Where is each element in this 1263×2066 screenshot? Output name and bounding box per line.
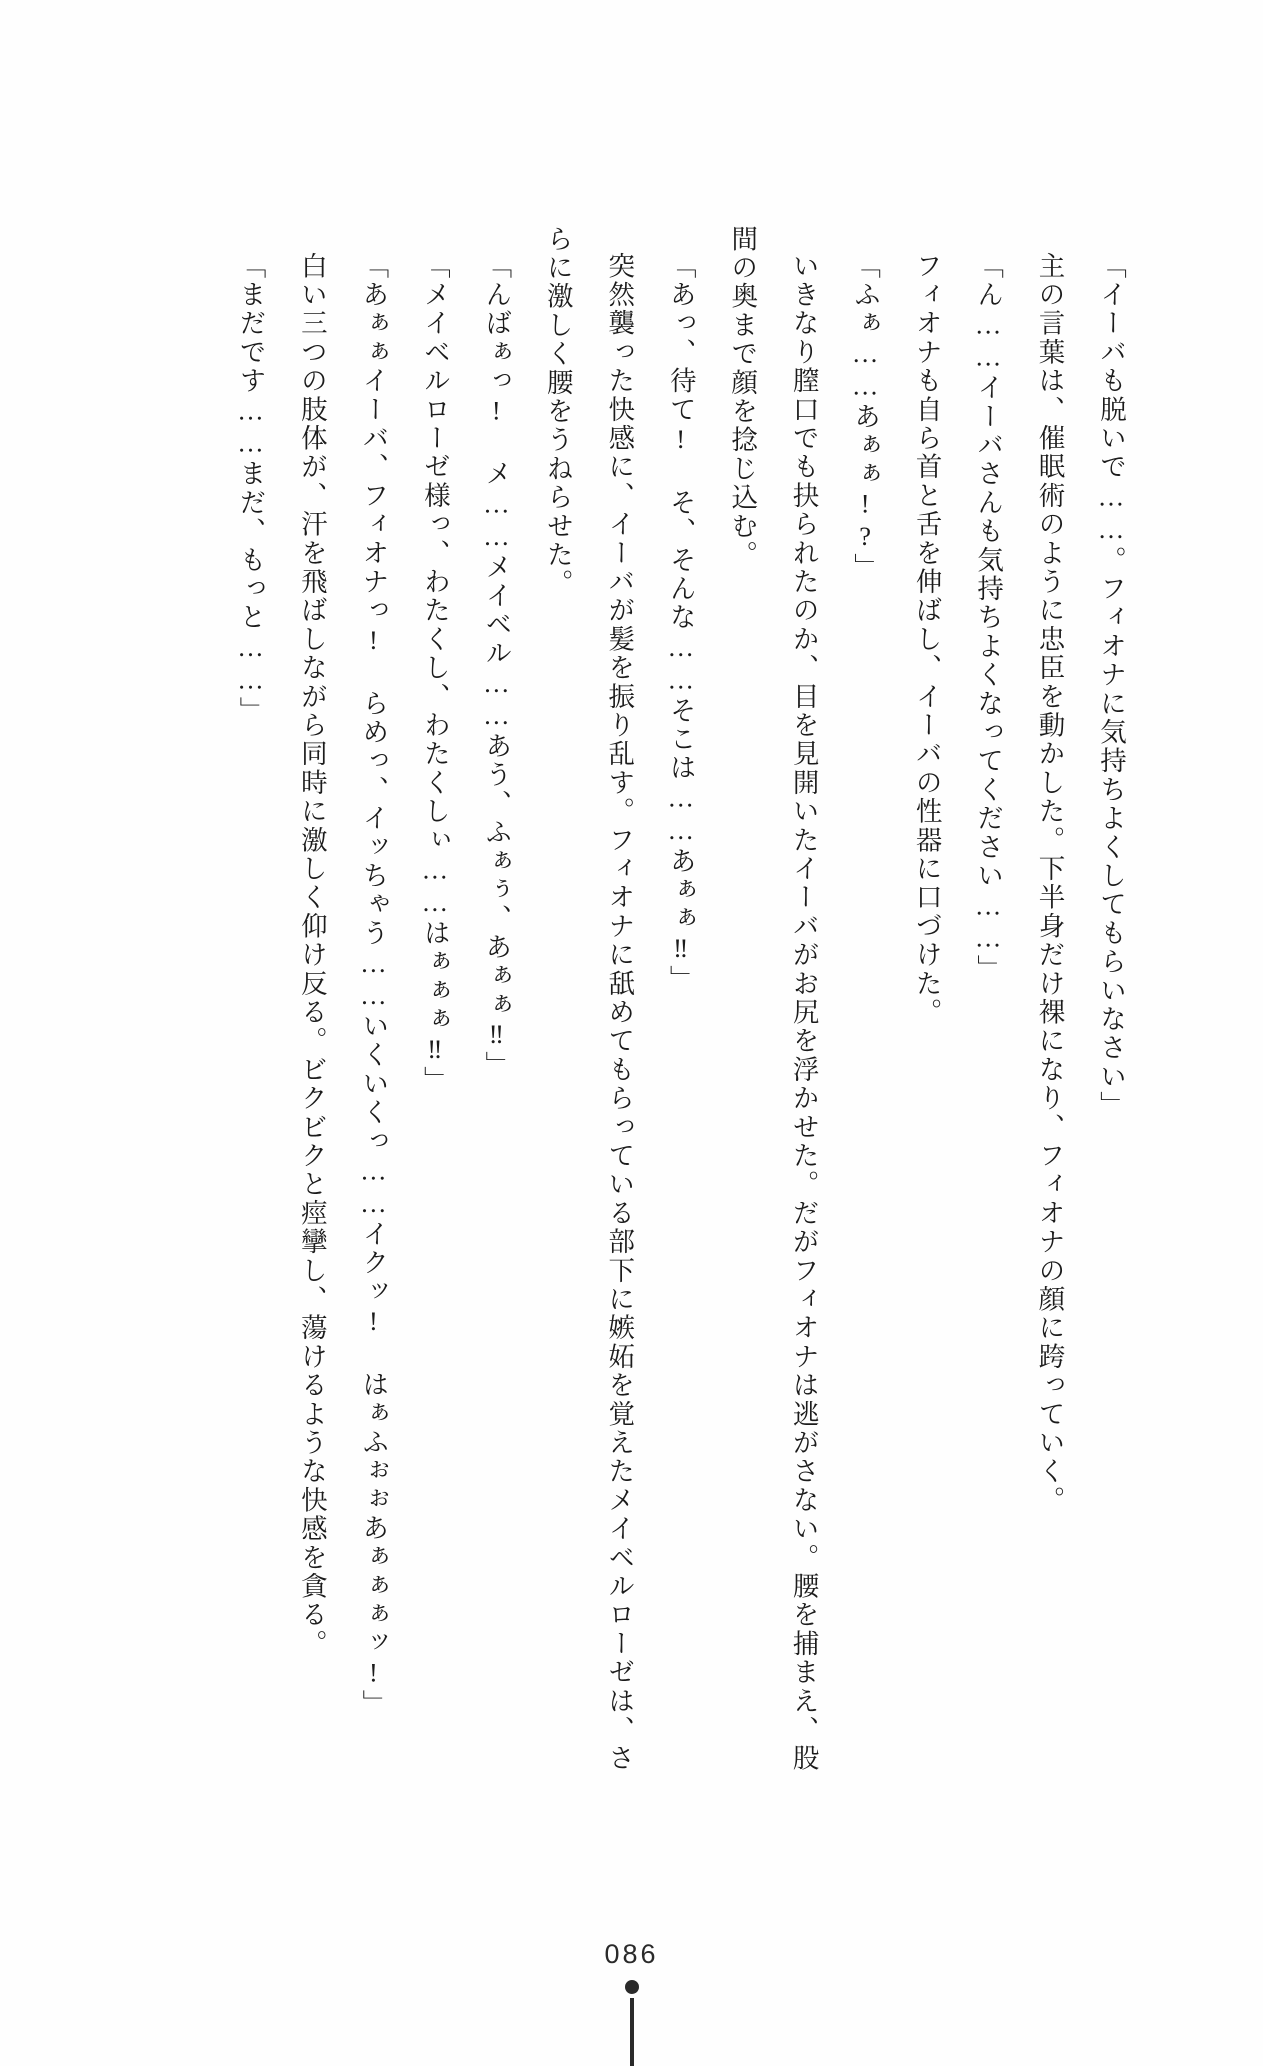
paragraph: フィオナも自ら首と舌を伸ばし、イーバの性器に口づけた。 [911, 251, 942, 1027]
paragraph: 「イーバも脱いで……。フィオナに気持ちよくしてもらいなさい」 [1096, 251, 1126, 1120]
footer-rule-icon [630, 1998, 634, 2066]
footer-ornament-icon [625, 1980, 639, 2066]
paragraph: 「まだです……まだ、もっと……」 [235, 251, 266, 725]
paragraph: いきなり膣口でも抉られたのか、目を見開いたイーバがお尻を浮かせた。だがフィオナは逃がさない。腰を捕まえ、股間の奥まで顔を捻じ込む。 [727, 225, 819, 1773]
paragraph: 「メイベルローゼ様っ、わたくし、わたくしぃ……はぁぁぁ‼」 [419, 251, 450, 1095]
paragraph: 「あぁぁイーバ、フィオナっ! らめっ、イッちゃう……いくいくっ……イクッ! はぁふぉぉあぁぁぁッ!」 [358, 251, 389, 1718]
page-number: 086 [604, 1939, 659, 1969]
paragraph: 「ん……イーバさんも気持ちよくなってください……」 [973, 251, 1004, 983]
paragraph: 「んばぁっ! メ……メイベル……あう、ふぁぅ、あぁぁ‼」 [481, 251, 512, 1080]
paragraph: 主の言葉は、催眠術のように忠臣を動かした。下半身だけ裸になり、フィオナの顔に跨っていく。 [1034, 251, 1065, 1515]
page-body-text [161, 225, 1141, 1785]
paragraph: 「ふぁ……あぁぁ!?」 [850, 251, 881, 582]
paragraph: 突然襲った快感に、イーバが髪を振り乱す。フィオナに舐めてもらっている部下に嫉妬を覚えたメイベルローゼは、さらに激しく腰をうねらせた。 [542, 225, 635, 1773]
paragraph: 「あっ、待て! そ、そんな……そこは……あぁぁ‼」 [665, 251, 696, 994]
footer-dot-icon [625, 1980, 639, 1994]
paragraph: 白い三つの肢体が、汗を飛ばしながら同時に激しく仰け反る。ビクビクと痙攣し、蕩けるような快感を貪る。 [296, 251, 327, 1658]
